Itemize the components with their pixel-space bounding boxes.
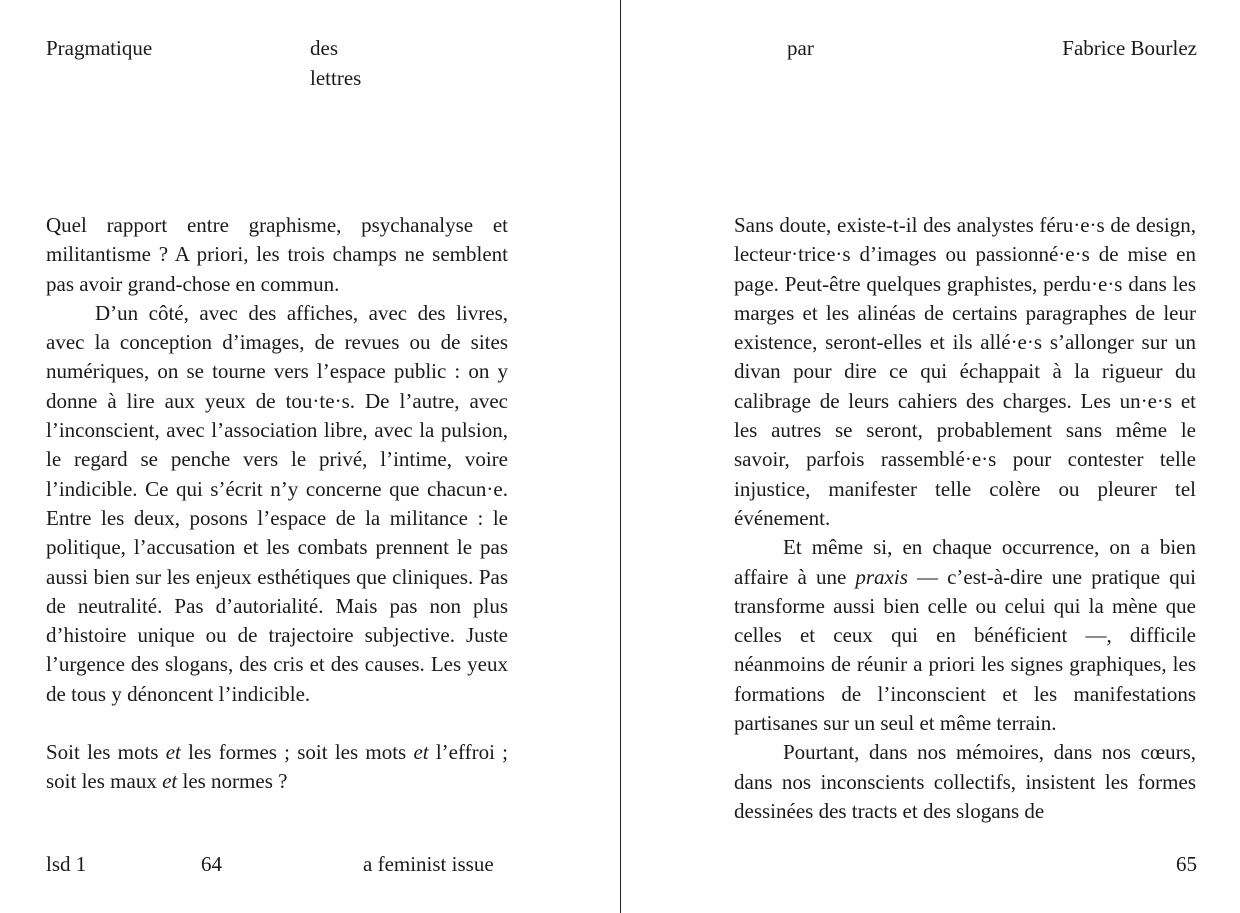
right-body-text [734,211,1196,826]
running-header-title-2: des [310,36,338,60]
paragraph: Sans doute, existe-t-il des analystes féru·e·s de design, lecteur·trice·s d’images ou passionné·e·s de mise en page. Peut-être quelques graphistes, perdu·e·s dans les marges et les alinéas de certains paragraphes de leur existence, seront-elles et ils allé·e·s s’allonger sur un divan pour dire ce qui échappait à la rigueur du calibrage de leurs cahiers des charges. Les un·e·s et les autres se seront, probablement sans même le savoir, parfois rassemblé·e·s pour contester telle injustice, manifester telle colère ou pleurer tel événement. [734,213,1196,530]
running-header-title-3: lettres [310,66,362,90]
right-page [621,0,1240,913]
footer-issue: a feminist issue [363,852,494,876]
running-header-by: par [787,36,814,60]
running-header-author: Fabrice Bourlez [1062,36,1197,60]
paragraph: D’un côté, avec des affiches, avec des livres, avec la conception d’images, de revues ou de sites numériques, on se tourne vers l’espace public : on y donne à lire aux yeux de tou·te·s. De l’autre, avec l’inconscient, avec l’association libre, avec la pulsion, le regard se penche vers le privé, l’intime, voire l’indicible. Ce qui s’écrit n’y concerne que chacun·e. Entre les deux, posons l’espace de la militance : le politique, l’accusation et les combats prennent le pas aussi bien sur les enjeux esthétiques que cliniques. Pas de neutralité. Pas d’autorialité. Mais pas non plus d’histoire unique ou de trajectoire subjective. Juste l’urgence des slogans, des cris et des causes. Les yeux de tous y dénoncent l’indicible. [46,300,508,706]
running-header-title: Pragmatique [46,36,153,60]
paragraph: Et même si, en chaque occurrence, on a bien affaire à une praxis — c’est-à-dire une pratique qui transforme aussi bien celle ou celui qui la mène que celles et ceux qui en bénéficient —, difficile néanmoins de réunir a priori les signes graphiques, les formations de l’inconscient et les manifestations partisanes sur un seul et même terrain. [734,535,1196,736]
left-body-text [46,211,508,797]
closing-question: Soit les mots et les formes ; soit les mots et l’effroi ; soit les maux et les normes ? [46,740,508,794]
footer-journal: lsd 1 [46,852,87,876]
page-number: 65 [1176,852,1197,876]
paragraph: Pourtant, dans nos mémoires, dans nos cœurs, dans nos inconscients collectifs, insistent les formes dessinées des tracts et des slogans de [734,740,1196,823]
paragraph: Quel rapport entre graphisme, psychanalyse et militantisme ? A priori, les trois champs ne semblent pas avoir grand-chose en commun. [46,213,508,296]
page-number: 64 [201,852,222,876]
